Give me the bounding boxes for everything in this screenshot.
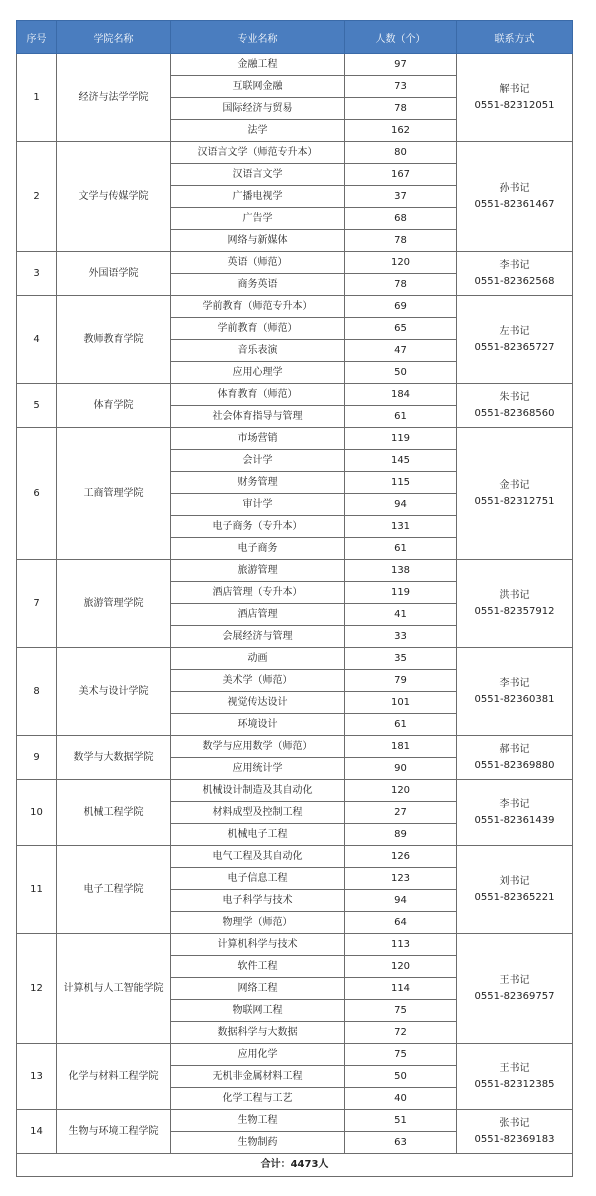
table-row [17, 560, 573, 582]
total-row [17, 1154, 573, 1177]
major-name: 应用统计学 [171, 758, 345, 780]
major-count: 114 [345, 978, 457, 1000]
table-row [17, 846, 573, 868]
table-row [17, 1044, 573, 1066]
major-count: 120 [345, 956, 457, 978]
major-name: 会展经济与管理 [171, 626, 345, 648]
major-count: 94 [345, 890, 457, 912]
major-count: 123 [345, 868, 457, 890]
major-name: 汉语言文学（师范专升本） [171, 142, 345, 164]
contact-phone: 0551-82362568 [474, 275, 555, 287]
table-row [17, 1110, 573, 1132]
major-name: 材料成型及控制工程 [171, 802, 345, 824]
major-name: 广告学 [171, 208, 345, 230]
contact-phone: 0551-82312751 [474, 495, 555, 507]
major-name: 计算机科学与技术 [171, 934, 345, 956]
contact-phone: 0551-82369880 [474, 759, 555, 771]
major-name: 广播电视学 [171, 186, 345, 208]
contact-name: 刘书记 [499, 875, 530, 887]
college-name: 经济与法学学院 [57, 54, 171, 142]
major-name: 审计学 [171, 494, 345, 516]
total-count: 合计：4473人 [17, 1154, 573, 1177]
major-count: 119 [345, 582, 457, 604]
major-count: 97 [345, 54, 457, 76]
college-contact [457, 384, 573, 428]
contact-name: 李书记 [499, 798, 530, 810]
major-name: 环境设计 [171, 714, 345, 736]
contact-phone: 0551-82361467 [474, 198, 555, 210]
major-count: 101 [345, 692, 457, 714]
major-name: 电气工程及其自动化 [171, 846, 345, 868]
college-name: 教师教育学院 [57, 296, 171, 384]
major-count: 79 [345, 670, 457, 692]
contact-name: 洪书记 [499, 589, 530, 601]
major-name: 美术学（师范） [171, 670, 345, 692]
major-name: 数据科学与大数据 [171, 1022, 345, 1044]
college-contact [457, 428, 573, 560]
major-count: 145 [345, 450, 457, 472]
college-index: 14 [17, 1110, 57, 1154]
college-contact [457, 142, 573, 252]
major-name: 物联网工程 [171, 1000, 345, 1022]
major-name: 英语（师范） [171, 252, 345, 274]
major-count: 120 [345, 780, 457, 802]
major-name: 学前教育（师范专升本） [171, 296, 345, 318]
major-count: 73 [345, 76, 457, 98]
major-count: 50 [345, 362, 457, 384]
college-name: 电子工程学院 [57, 846, 171, 934]
major-count: 61 [345, 714, 457, 736]
college-contact [457, 736, 573, 780]
major-count: 68 [345, 208, 457, 230]
contact-name: 左书记 [499, 325, 530, 337]
major-count: 61 [345, 538, 457, 560]
table-row [17, 736, 573, 758]
major-count: 138 [345, 560, 457, 582]
college-index: 1 [17, 54, 57, 142]
header-index: 序号 [17, 21, 57, 54]
contact-phone: 0551-82312051 [474, 99, 555, 111]
table-body [17, 54, 573, 1177]
major-name: 物理学（师范） [171, 912, 345, 934]
college-name: 旅游管理学院 [57, 560, 171, 648]
major-count: 90 [345, 758, 457, 780]
major-name: 数学与应用数学（师范） [171, 736, 345, 758]
college-name: 计算机与人工智能学院 [57, 934, 171, 1044]
college-contact [457, 648, 573, 736]
major-count: 184 [345, 384, 457, 406]
college-name: 工商管理学院 [57, 428, 171, 560]
major-name: 电子商务 [171, 538, 345, 560]
major-name: 酒店管理（专升本） [171, 582, 345, 604]
contact-name: 张书记 [499, 1117, 530, 1129]
table-row [17, 780, 573, 802]
college-name: 机械工程学院 [57, 780, 171, 846]
enrollment-table [16, 20, 573, 1177]
major-name: 软件工程 [171, 956, 345, 978]
table-row [17, 142, 573, 164]
header-major: 专业名称 [171, 21, 345, 54]
major-name: 商务英语 [171, 274, 345, 296]
major-count: 78 [345, 230, 457, 252]
major-name: 市场营销 [171, 428, 345, 450]
major-name: 机械设计制造及其自动化 [171, 780, 345, 802]
major-count: 89 [345, 824, 457, 846]
contact-phone: 0551-82357912 [474, 605, 555, 617]
major-name: 机械电子工程 [171, 824, 345, 846]
major-count: 64 [345, 912, 457, 934]
table-row [17, 934, 573, 956]
college-name: 体育学院 [57, 384, 171, 428]
college-name: 化学与材料工程学院 [57, 1044, 171, 1110]
major-count: 167 [345, 164, 457, 186]
major-count: 37 [345, 186, 457, 208]
college-index: 5 [17, 384, 57, 428]
major-name: 应用心理学 [171, 362, 345, 384]
college-index: 4 [17, 296, 57, 384]
header-count: 人数（个） [345, 21, 457, 54]
college-index: 12 [17, 934, 57, 1044]
major-count: 115 [345, 472, 457, 494]
major-count: 47 [345, 340, 457, 362]
major-count: 75 [345, 1000, 457, 1022]
major-name: 生物工程 [171, 1110, 345, 1132]
college-contact [457, 1044, 573, 1110]
contact-name: 李书记 [499, 677, 530, 689]
table-row [17, 54, 573, 76]
major-count: 35 [345, 648, 457, 670]
major-name: 法学 [171, 120, 345, 142]
college-contact [457, 54, 573, 142]
college-contact [457, 780, 573, 846]
table-row [17, 428, 573, 450]
college-index: 3 [17, 252, 57, 296]
table-row [17, 296, 573, 318]
major-count: 75 [345, 1044, 457, 1066]
contact-name: 郝书记 [499, 743, 530, 755]
contact-phone: 0551-82368560 [474, 407, 555, 419]
enrollment-table-container [16, 20, 572, 1177]
major-name: 汉语言文学 [171, 164, 345, 186]
major-name: 国际经济与贸易 [171, 98, 345, 120]
major-name: 化学工程与工艺 [171, 1088, 345, 1110]
contact-phone: 0551-82365727 [474, 341, 555, 353]
major-name: 电子科学与技术 [171, 890, 345, 912]
contact-name: 金书记 [499, 479, 530, 491]
major-count: 69 [345, 296, 457, 318]
contact-phone: 0551-82360381 [474, 693, 555, 705]
major-count: 119 [345, 428, 457, 450]
contact-phone: 0551-82369757 [474, 990, 555, 1002]
table-row [17, 252, 573, 274]
major-name: 动画 [171, 648, 345, 670]
header-contact: 联系方式 [457, 21, 573, 54]
major-name: 会计学 [171, 450, 345, 472]
major-name: 网络与新媒体 [171, 230, 345, 252]
major-count: 33 [345, 626, 457, 648]
contact-phone: 0551-82365221 [474, 891, 555, 903]
college-name: 文学与传媒学院 [57, 142, 171, 252]
major-count: 65 [345, 318, 457, 340]
major-name: 旅游管理 [171, 560, 345, 582]
contact-name: 王书记 [499, 974, 530, 986]
major-name: 学前教育（师范） [171, 318, 345, 340]
college-index: 6 [17, 428, 57, 560]
major-count: 51 [345, 1110, 457, 1132]
major-name: 电子信息工程 [171, 868, 345, 890]
college-index: 2 [17, 142, 57, 252]
college-name: 数学与大数据学院 [57, 736, 171, 780]
major-count: 162 [345, 120, 457, 142]
major-name: 网络工程 [171, 978, 345, 1000]
contact-name: 孙书记 [499, 182, 530, 194]
major-name: 音乐表演 [171, 340, 345, 362]
college-index: 7 [17, 560, 57, 648]
contact-phone: 0551-82312385 [474, 1078, 555, 1090]
major-count: 41 [345, 604, 457, 626]
college-contact [457, 296, 573, 384]
college-index: 9 [17, 736, 57, 780]
major-name: 财务管理 [171, 472, 345, 494]
table-header-row [17, 21, 573, 54]
major-name: 体育教育（师范） [171, 384, 345, 406]
contact-name: 李书记 [499, 259, 530, 271]
college-name: 生物与环境工程学院 [57, 1110, 171, 1154]
college-index: 8 [17, 648, 57, 736]
major-name: 应用化学 [171, 1044, 345, 1066]
contact-phone: 0551-82369183 [474, 1133, 555, 1145]
major-name: 酒店管理 [171, 604, 345, 626]
college-contact [457, 846, 573, 934]
major-count: 63 [345, 1132, 457, 1154]
major-name: 视觉传达设计 [171, 692, 345, 714]
major-name: 社会体育指导与管理 [171, 406, 345, 428]
major-name: 电子商务（专升本） [171, 516, 345, 538]
college-index: 13 [17, 1044, 57, 1110]
major-count: 78 [345, 98, 457, 120]
major-name: 无机非金属材料工程 [171, 1066, 345, 1088]
college-index: 11 [17, 846, 57, 934]
major-name: 互联网金融 [171, 76, 345, 98]
college-name: 美术与设计学院 [57, 648, 171, 736]
major-count: 78 [345, 274, 457, 296]
table-row [17, 648, 573, 670]
contact-name: 解书记 [499, 83, 530, 95]
major-count: 72 [345, 1022, 457, 1044]
header-college: 学院名称 [57, 21, 171, 54]
major-name: 生物制药 [171, 1132, 345, 1154]
major-count: 27 [345, 802, 457, 824]
table-row [17, 384, 573, 406]
college-name: 外国语学院 [57, 252, 171, 296]
contact-name: 朱书记 [499, 391, 530, 403]
college-contact [457, 560, 573, 648]
major-count: 50 [345, 1066, 457, 1088]
major-name: 金融工程 [171, 54, 345, 76]
major-count: 120 [345, 252, 457, 274]
major-count: 61 [345, 406, 457, 428]
major-count: 126 [345, 846, 457, 868]
major-count: 113 [345, 934, 457, 956]
major-count: 94 [345, 494, 457, 516]
contact-name: 王书记 [499, 1062, 530, 1074]
college-index: 10 [17, 780, 57, 846]
major-count: 40 [345, 1088, 457, 1110]
college-contact [457, 1110, 573, 1154]
college-contact [457, 252, 573, 296]
major-count: 181 [345, 736, 457, 758]
major-count: 80 [345, 142, 457, 164]
major-count: 131 [345, 516, 457, 538]
contact-phone: 0551-82361439 [474, 814, 555, 826]
college-contact [457, 934, 573, 1044]
